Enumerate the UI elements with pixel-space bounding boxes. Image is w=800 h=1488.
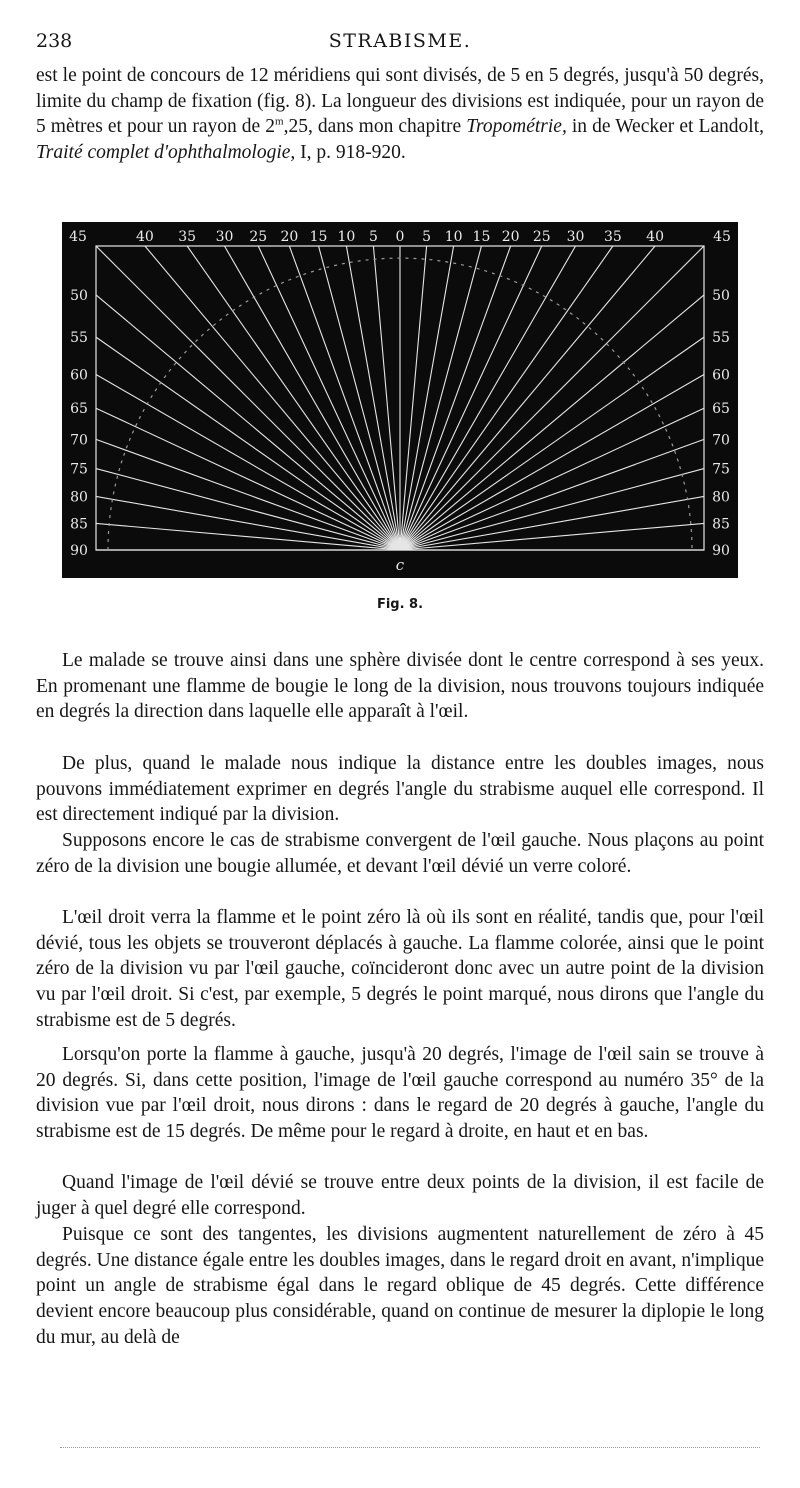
right-degree-label: 70: [712, 432, 730, 449]
top-degree-label: 35: [178, 229, 197, 245]
intro-superscript: m: [275, 115, 284, 128]
intro-emphasis-tropometrie: Tropométrie,: [466, 116, 567, 138]
intro-paragraph: [36, 63, 764, 166]
page-bottom-scan-dots: [60, 1447, 760, 1450]
intro-text-d: I, p. 918-920.: [295, 142, 406, 164]
paragraph-5: Lorsqu'on porte la flamme à gauche, jusqu'à 20 degrés, l'image de l'œil sain se trouve à 20 degrés. Si, dans cette position, l'image de l'œil gauche correspond au numéro 35° de la division vue par l'œil droit, nous dirons : dans le regard de 20 degrés à gauche, l'angle du strabisme est de 15 degrés. De même pour le regard à droite, en haut et en bas.: [36, 1044, 764, 1143]
top-degree-label: 45: [69, 229, 87, 245]
top-degree-label: 40: [646, 229, 665, 245]
left-degree-label: 65: [70, 401, 88, 418]
top-degree-label: 5: [422, 229, 432, 245]
top-degree-label: 20: [501, 229, 520, 245]
left-degree-label: 50: [70, 287, 88, 304]
paragraph-2: De plus, quand le malade nous indique la distance entre les doubles images, nous pouvons immédiatement exprimer en degrés l'angle du strabisme auquel elle correspond. Il est directement indiqué par la division.: [36, 753, 764, 826]
top-degree-label: 15: [472, 229, 491, 245]
paragraph-7: Puisque ce sont des tangentes, les divisions augmentent naturellement de zéro à 45 degrés. Une distance égale entre les doubles images, dans le regard droit en avant, n'implique point un angle de strabisme égal dans le regard oblique de 45 degrés. Cette différence devient encore beaucoup plus considérable, quand on continue de mesurer la diplopie le long du mur, au delà de: [36, 1224, 764, 1348]
intro-emphasis-traite: Traité complet d'ophthalmologie,: [36, 142, 296, 164]
top-degree-label: 45: [713, 229, 731, 245]
intro-text-c: in de Wecker et Landolt,: [566, 116, 764, 138]
top-degree-label: 10: [444, 229, 463, 245]
page-number: 238: [36, 30, 73, 52]
running-head: [36, 30, 764, 56]
left-degree-label: 55: [70, 330, 88, 347]
top-degree-label: 15: [309, 229, 328, 245]
top-degree-label: 20: [280, 229, 299, 245]
top-degree-label: 5: [368, 229, 378, 245]
right-degree-label: 60: [712, 367, 730, 384]
top-degree-label: 30: [566, 229, 585, 245]
left-degree-label: 75: [70, 461, 88, 478]
top-degree-label: 25: [249, 229, 268, 245]
intro-text-a: est le point de concours de 12 méridiens qui sont divisés, de 5 en 5 degrés, jusqu'à 50 degrés, limite du champ de fixation (fig. 8). La longueur des divisions est indiquée, pour un rayon de 5 mètres et pour un rayon de 2: [36, 65, 764, 138]
right-degree-label: 90: [712, 543, 730, 559]
figure-caption: Fig. 8.: [376, 597, 424, 612]
right-degree-label: 75: [712, 461, 730, 478]
right-degree-label: 65: [712, 401, 730, 418]
top-degree-label: 25: [532, 229, 551, 245]
figure-8-tangent-scale: [62, 222, 738, 578]
center-point-label: c: [395, 556, 405, 574]
right-degree-label: 80: [712, 489, 730, 506]
right-degree-label: 55: [712, 330, 730, 347]
paragraph-6: Quand l'image de l'œil dévié se trouve entre deux points de la division, il est facile de juger à quel degré elle correspond.: [36, 1172, 764, 1219]
tangent-scale-diagram: [62, 222, 738, 578]
left-degree-label: 80: [70, 489, 88, 506]
left-degree-label: 60: [70, 367, 88, 384]
right-degree-label: 50: [712, 287, 730, 304]
top-degree-label: 0: [395, 229, 405, 245]
intro-text-b: ,25, dans mon chapitre: [283, 116, 467, 138]
top-degree-label: 40: [135, 229, 154, 245]
top-degree-label: 10: [337, 229, 356, 245]
running-title: STRABISME.: [328, 30, 472, 52]
paragraph-4: L'œil droit verra la flamme et le point zéro là où ils sont en réalité, tandis que, pour l'œil dévié, tous les objets se trouveront déplacés à gauche. La flamme colorée, ainsi que le point zéro de la division vu par l'œil gauche, coïncideront donc avec un autre point de la division vu par l'œil droit. Si c'est, par exemple, 5 degrés le point marqué, nous dirons que l'angle du strabisme est de 5 degrés.: [36, 907, 764, 1031]
right-degree-label: 85: [712, 516, 730, 533]
top-degree-label: 30: [215, 229, 234, 245]
left-degree-label: 85: [70, 516, 88, 533]
top-degree-label: 35: [603, 229, 622, 245]
left-degree-label: 70: [70, 432, 88, 449]
paragraph-1: Le malade se trouve ainsi dans une sphère divisée dont le centre correspond à ses yeux. En promenant une flamme de bougie le long de la division, nous trouvons toujours indiquée en degrés la direction dans laquelle elle apparaît à l'œil.: [36, 650, 764, 723]
left-degree-label: 90: [70, 543, 88, 559]
paragraph-3: Supposons encore le cas de strabisme convergent de l'œil gauche. Nous plaçons au point zéro de la division une bougie allumée, et devant l'œil dévié un verre coloré.: [36, 830, 764, 877]
